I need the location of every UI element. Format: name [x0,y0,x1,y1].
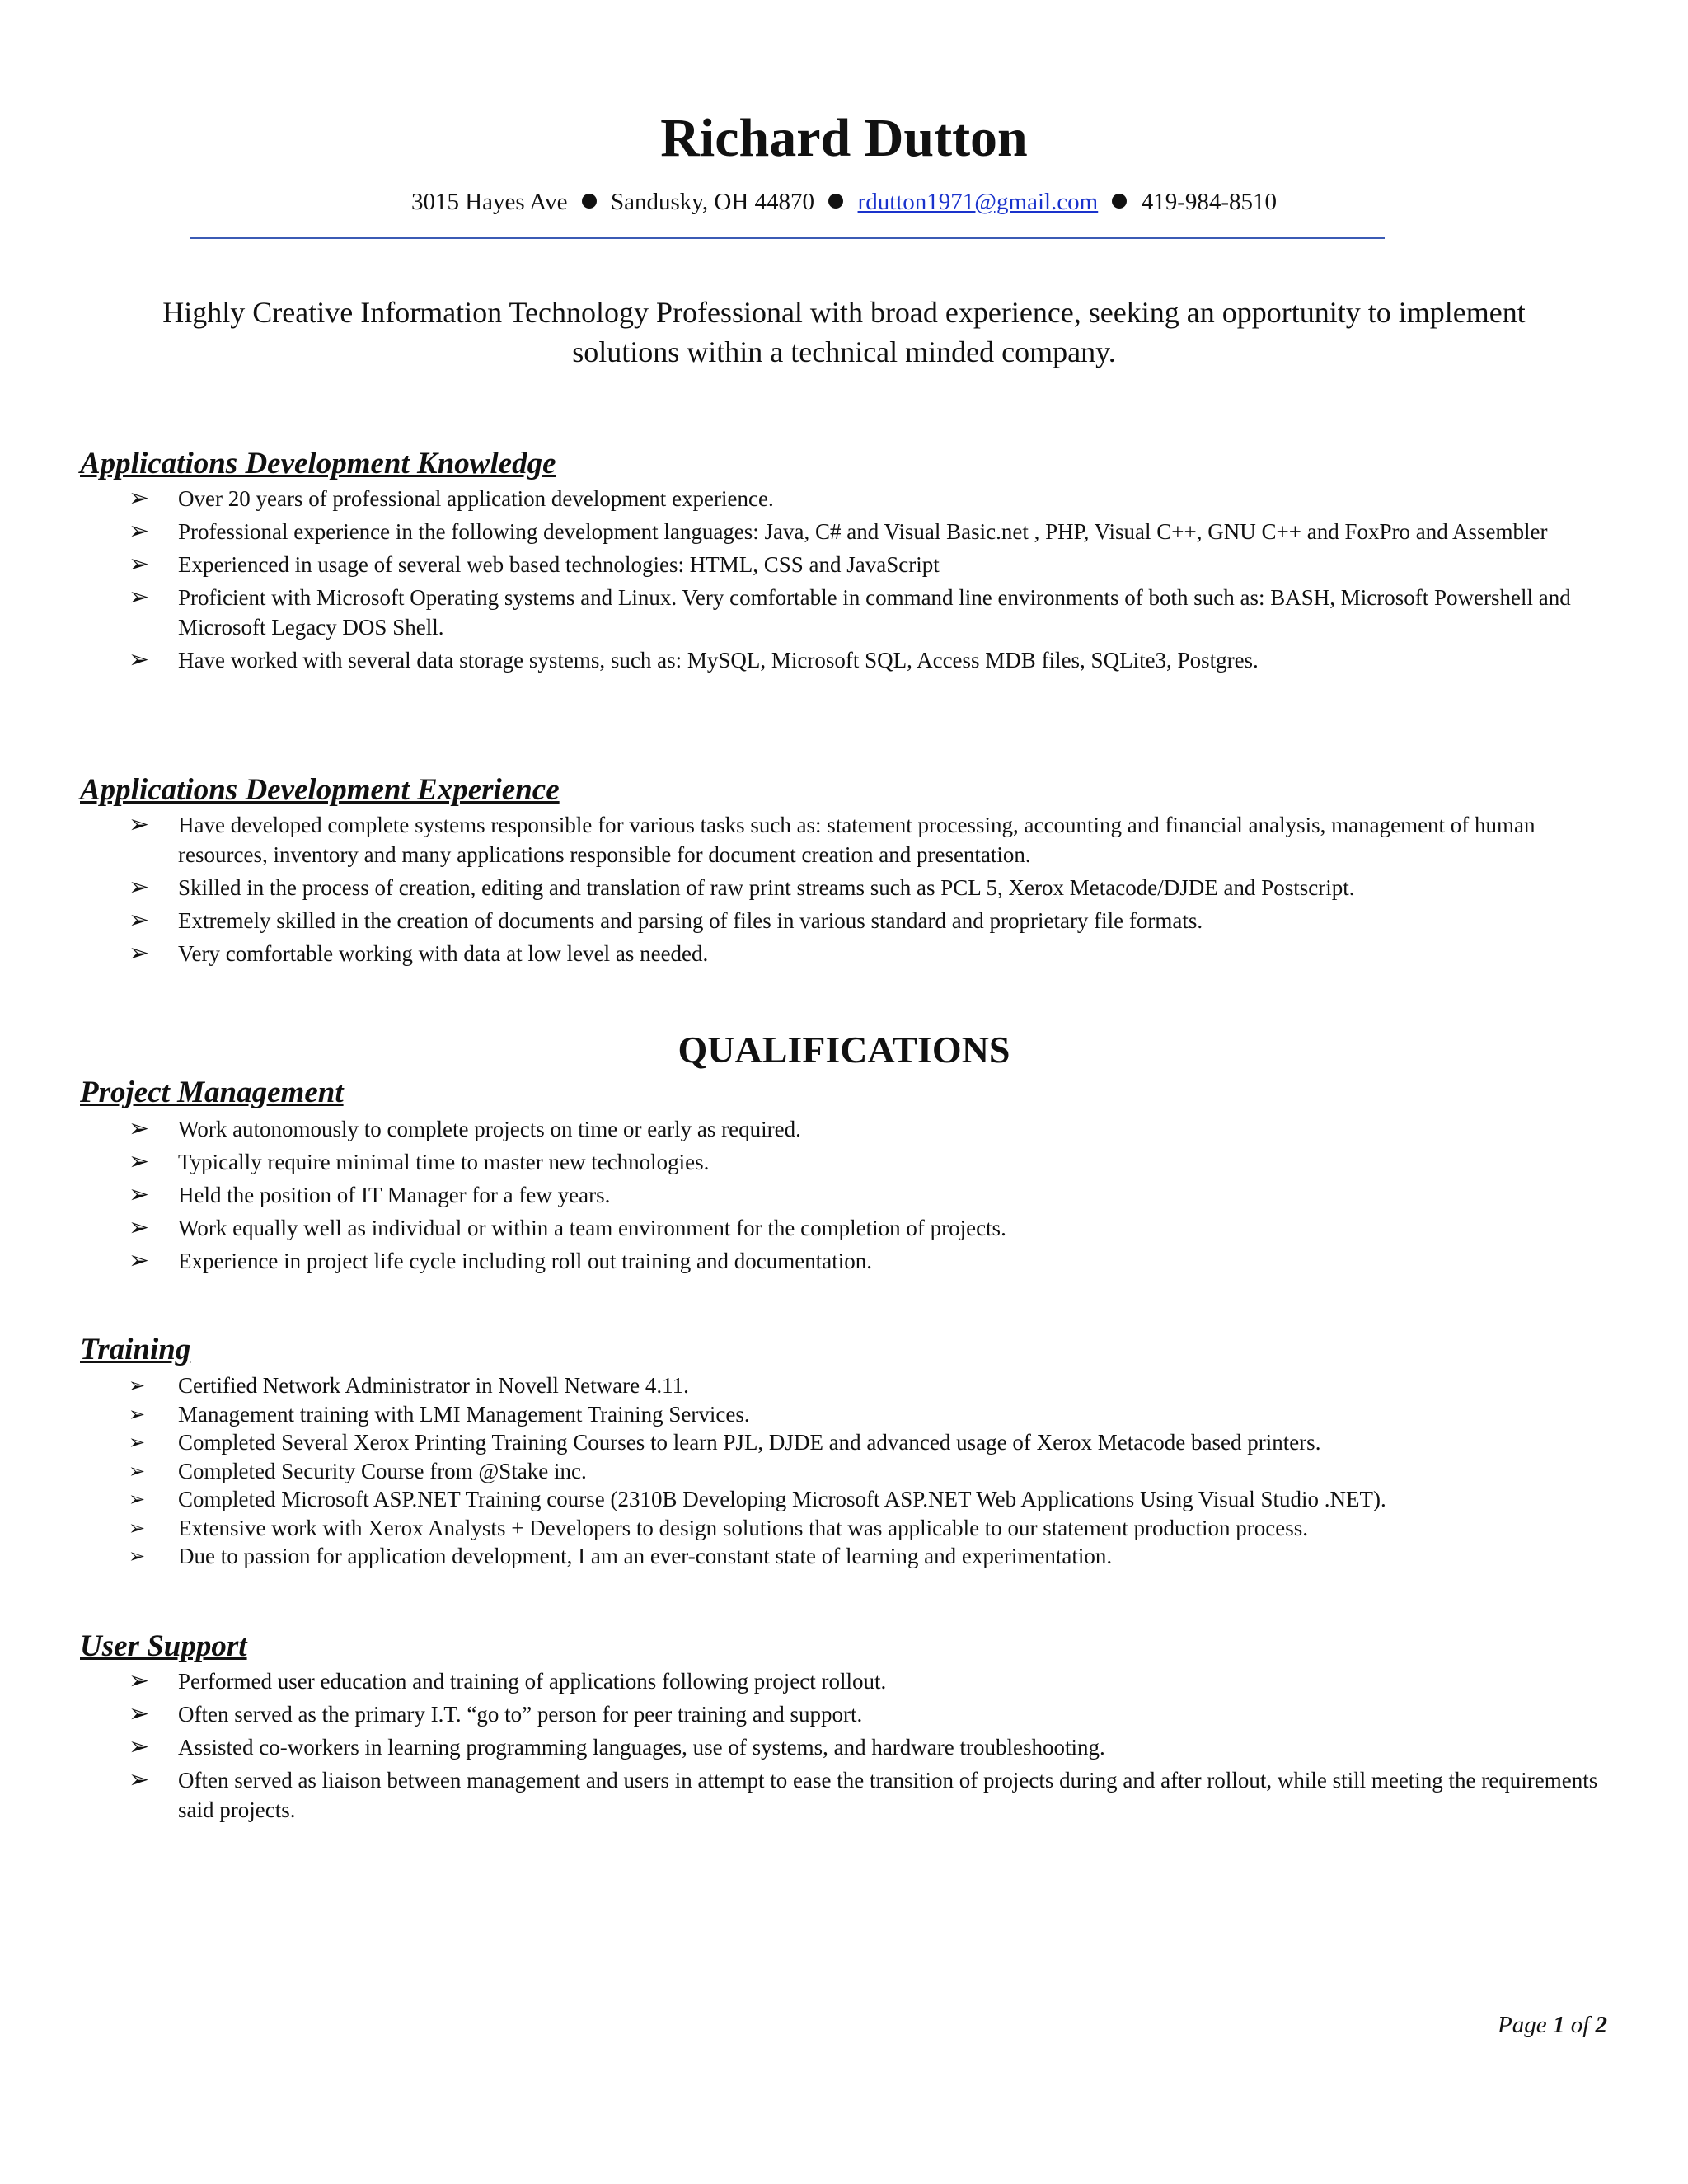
section-title-user-support: User Support [80,1629,247,1663]
list-item: ➢ Completed Microsoft ASP.NET Training course (2310B Developing Microsoft ASP.NET Web Applications Using Visual Studio .NET). [124,1485,1599,1514]
list-item: ➢ Professional experience in the following development languages: Java, C# and Visual Basic.net , PHP, Visual C++, GNU C++ and FoxPro and Assembler [129,517,1548,546]
qualifications-heading: QUALIFICATIONS [678,1029,1010,1071]
list-item: ➢ Held the position of IT Manager for a few years. [129,1180,611,1209]
objective-line-2: solutions within a technical minded company. [572,335,1116,368]
separator-dot-icon [1112,194,1127,209]
page-number [1401,2008,1607,2041]
project-management-list [124,1114,1599,1279]
arrow-bullet-icon: ➢ [129,906,150,935]
list-item: ➢ Often served as liaison between management and users in attempt to ease the transition of projects during and after rollout, while still meeting the requirements said projects. [129,1765,1598,1822]
contact-line [0,185,1688,218]
arrow-bullet-icon: ➢ [129,810,150,839]
page-word: Page [1498,2012,1547,2038]
arrow-bullet-icon: ➢ [129,583,150,612]
section-title-experience: Applications Development Experience [80,773,560,807]
arrow-bullet-icon: ➢ [129,1516,146,1540]
arrow-bullet-icon: ➢ [129,484,150,513]
section-title-training: Training [80,1333,191,1366]
list-item: ➢ Certified Network Administrator in Novell Netware 4.11. [124,1371,1599,1400]
list-item: ➢ Often served as the primary I.T. “go to” person for peer training and support. [129,1699,863,1728]
list-item: ➢ Extensive work with Xerox Analysts + Developers to design solutions that was applicable to our statement production process. [124,1514,1599,1543]
list-item: ➢ Skilled in the process of creation, editing and translation of raw print streams such as PCL 5, Xerox Metacode/DJDE and Postscript. [129,873,1355,902]
arrow-bullet-icon: ➢ [129,1765,150,1794]
separator-dot-icon [582,194,597,209]
arrow-bullet-icon: ➢ [129,645,150,674]
separator-dot-icon [828,194,843,209]
page-total: 2 [1595,2012,1607,2038]
list-item: ➢ Proficient with Microsoft Operating systems and Linux. Very comfortable in command line environments of both such as: BASH, Microsoft Powershell and Microsoft Legacy DOS Shell. [129,583,1571,640]
of-word: of [1570,2012,1590,2038]
list-item: ➢ Typically require minimal time to master new technologies. [129,1147,710,1176]
list-item: ➢ Work equally well as individual or within a team environment for the completion of projects. [129,1213,1006,1242]
arrow-bullet-icon: ➢ [129,1431,146,1454]
phone-number: 419-984-8510 [1141,189,1278,215]
objective-statement [81,293,1607,372]
user-support-list [124,1666,1599,1828]
section-title-project-management: Project Management [80,1076,344,1109]
arrow-bullet-icon: ➢ [129,1213,150,1242]
arrow-bullet-icon: ➢ [129,939,150,968]
knowledge-list [124,484,1599,678]
list-item: ➢ Performed user education and training of applications following project rollout. [129,1666,887,1695]
list-item: ➢ Extremely skilled in the creation of documents and parsing of files in various standard and proprietary file formats. [129,906,1203,935]
arrow-bullet-icon: ➢ [129,1544,146,1568]
arrow-bullet-icon: ➢ [129,1147,150,1176]
list-item: ➢ Over 20 years of professional application development experience. [129,484,774,513]
list-item: ➢ Very comfortable working with data at low level as needed. [129,939,709,968]
list-item: ➢ Management training with LMI Management Training Services. [124,1400,1599,1429]
list-item: ➢ Assisted co-workers in learning programming languages, use of systems, and hardware troubleshooting. [129,1732,1105,1761]
arrow-bullet-icon: ➢ [129,1459,146,1483]
arrow-bullet-icon: ➢ [129,1699,150,1728]
arrow-bullet-icon: ➢ [129,873,150,902]
section-title-knowledge: Applications Development Knowledge [80,447,556,480]
email-link[interactable]: rdutton1971@gmail.com [857,189,1099,215]
arrow-bullet-icon: ➢ [129,1488,146,1511]
list-item: ➢ Work autonomously to complete projects on time or early as required. [129,1114,801,1143]
list-item: ➢ Due to passion for application development, I am an ever-constant state of learning and experimentation. [124,1542,1599,1571]
arrow-bullet-icon: ➢ [129,1246,150,1275]
arrow-bullet-icon: ➢ [129,1402,146,1426]
arrow-bullet-icon: ➢ [129,517,150,546]
list-item: ➢ Experience in project life cycle including roll out training and documentation. [129,1246,872,1275]
candidate-name: Richard Dutton [660,108,1028,168]
city-state-zip: Sandusky, OH 44870 [610,189,815,215]
arrow-bullet-icon: ➢ [129,1374,146,1397]
arrow-bullet-icon: ➢ [129,1732,150,1761]
arrow-bullet-icon: ➢ [129,1114,150,1143]
address: 3015 Hayes Ave [410,189,568,215]
training-list [124,1371,1599,1571]
header-divider [190,237,1385,239]
arrow-bullet-icon: ➢ [129,1180,150,1209]
list-item: ➢ Completed Several Xerox Printing Training Courses to learn PJL, DJDE and advanced usage of Xerox Metacode based printers. [124,1428,1599,1457]
list-item: ➢ Have worked with several data storage systems, such as: MySQL, Microsoft SQL, Access MDB files, SQLite3, Postgres. [129,645,1259,674]
arrow-bullet-icon: ➢ [129,1666,150,1695]
list-item: ➢ Have developed complete systems responsible for various tasks such as: statement processing, accounting and financial analysis, management of human resources, inventory and many applications responsible for document creation and presentation. [129,810,1536,867]
arrow-bullet-icon: ➢ [129,550,150,579]
list-item: ➢ Experienced in usage of several web based technologies: HTML, CSS and JavaScript [129,550,940,579]
list-item: ➢ Completed Security Course from @Stake inc. [124,1457,1599,1486]
objective-line-1: Highly Creative Information Technology Professional with broad experience, seeking an opportunity to implement [162,296,1526,329]
experience-list [124,810,1599,972]
page-current: 1 [1552,2012,1565,2038]
